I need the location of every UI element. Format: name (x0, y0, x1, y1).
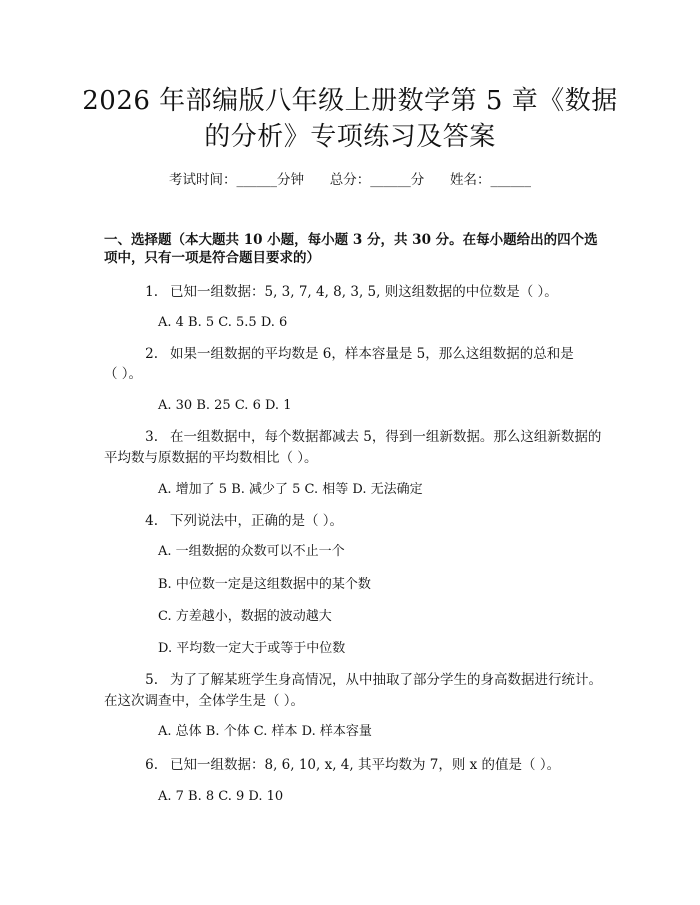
question-4-option-b: B. 中位数一定是这组数据中的某个数 (158, 577, 371, 592)
question-stem: 为了了解某班学生身高情况，从中抽取了部分学生的身高数据进行统计。 (170, 672, 602, 688)
question-1-options: A. 4 B. 5 C. 5.5 D. 6 (158, 315, 288, 330)
question-5-stem-continued: 在这次调查中，全体学生是（ ）。 (104, 693, 305, 709)
question-stem: 在一组数据中，每个数据都减去 5，得到一组新数据。那么这组新数据的 (170, 429, 602, 445)
question-stem: 下列说法中，正确的是（ ）。 (170, 513, 344, 529)
question-number: 2. (145, 346, 158, 362)
question-4-option-d: D. 平均数一定大于或等于中位数 (158, 641, 346, 656)
question-4 (104, 511, 604, 531)
question-number: 1. (145, 284, 158, 300)
question-number: 6. (145, 757, 158, 773)
question-5 (104, 670, 604, 690)
question-3-stem-continued: 平均数与原数据的平均数相比（ ）。 (104, 450, 318, 466)
exam-meta-line: 考试时间：______分钟 总分：______分 姓名：______ (169, 172, 531, 188)
question-2 (104, 344, 604, 364)
question-6-options: A. 7 B. 8 C. 9 D. 10 (158, 789, 284, 804)
section-heading-continued: 项中，只有一项是符合题目要求的） (104, 250, 320, 266)
section-heading: 一、选择题（本大题共 10 小题，每小题 3 分，共 30 分。在每小题给出的四个选 (104, 232, 598, 248)
question-stem: 如果一组数据的平均数是 6，样本容量是 5，那么这组数据的总和是 (170, 346, 574, 362)
question-4-option-a: A. 一组数据的众数可以不止一个 (158, 544, 345, 559)
question-2-stem-continued: （ ）。 (104, 366, 143, 382)
question-stem: 已知一组数据：5, 3, 7, 4, 8, 3, 5, 则这组数据的中位数是（ ）。 (170, 284, 558, 300)
question-number: 3. (145, 429, 158, 445)
page-title-line-2: 的分析》专项练习及答案 (204, 122, 496, 152)
question-6 (104, 755, 604, 775)
question-stem: 已知一组数据：8, 6, 10, x, 4, 其平均数为 7，则 x 的值是（ ）。 (170, 757, 561, 773)
question-number: 5. (145, 672, 158, 688)
question-number: 4. (145, 513, 158, 529)
question-2-options: A. 30 B. 25 C. 6 D. 1 (158, 398, 292, 413)
question-3-options: A. 增加了 5 B. 减少了 5 C. 相等 D. 无法确定 (158, 482, 423, 497)
question-3 (104, 427, 604, 447)
page-title-line-1: 2026 年部编版八年级上册数学第 5 章《数据 (82, 86, 618, 116)
question-5-options: A. 总体 B. 个体 C. 样本 D. 样本容量 (158, 724, 372, 739)
question-4-option-c: C. 方差越小，数据的波动越大 (158, 609, 332, 624)
question-1 (104, 282, 604, 302)
